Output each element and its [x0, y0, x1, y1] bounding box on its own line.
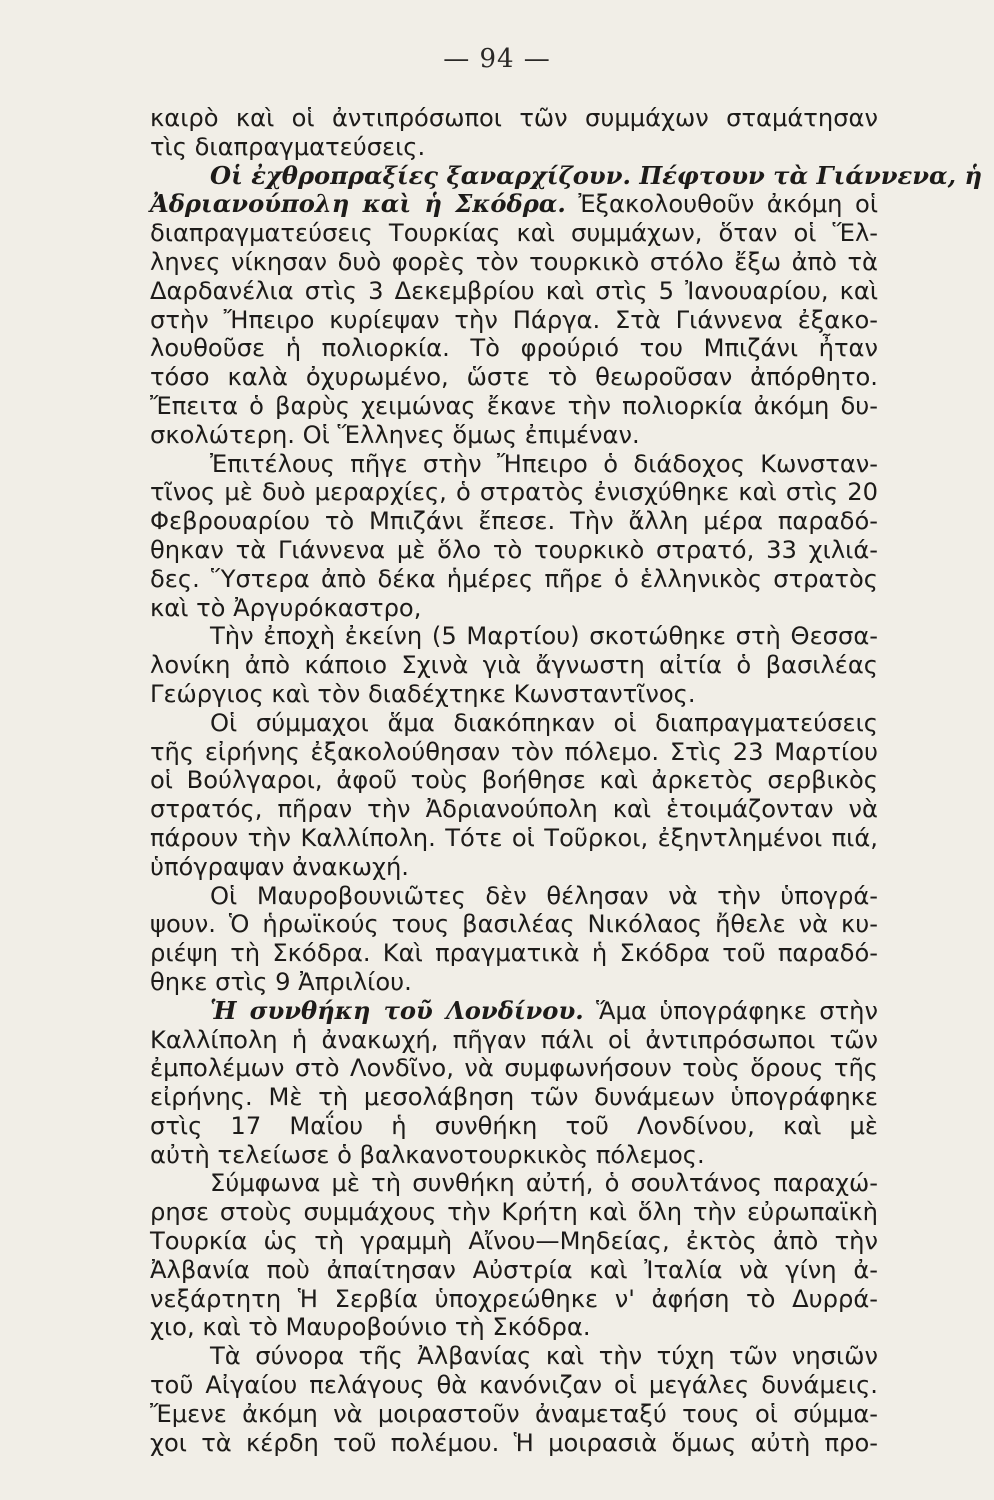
text-line: Τουρκία ὡς τὴ γραμμὴ Αἴνου—Μηδείας, ἐκτὸς ἀπὸ τὴν: [150, 1227, 878, 1256]
text-line: Οἱ Μαυροβουνιῶτες δὲν θέλησαν νὰ τὴν ὑπογρά-: [210, 881, 878, 910]
text-line: Γεώργιος καὶ τὸν διαδέχτηκε Κωνσταντῖνος.: [150, 679, 696, 708]
text-line: νεξάρτητη Ἡ Σερβία ὑποχρεώθηκε ν' ἀφήση τὸ Δυρρά-: [150, 1284, 878, 1313]
text-line: τῖνος μὲ δυὸ μεραρχίες, ὁ στρατὸς ἐνισχύθηκε καὶ στὶς 20: [150, 478, 878, 507]
text-line: χοι τὰ κέρδη τοῦ πολέμου. Ἡ μοιρασιὰ ὅμως αὐτὴ προ-: [150, 1428, 878, 1457]
text-line: ἐμπολέμων στὸ Λονδῖνο, νὰ συμφωνήσουν τοὺς ὅρους τῆς: [150, 1054, 878, 1083]
section-heading-line: Ἡ συνθήκη τοῦ Λονδίνου. Ἅμα ὑπογράφηκε στὴν: [210, 995, 879, 1025]
paragraph: [150, 1342, 878, 1457]
paragraph: [150, 622, 878, 708]
text-line: διαπραγματεύσεις Τουρκίας καὶ συμμάχων, ὅταν οἱ Ἕλ-: [150, 219, 878, 248]
text-line: Τὴν ἐποχὴ ἐκείνη (5 Μαρτίου) σκοτώθηκε στὴ Θεσσα-: [210, 622, 878, 651]
text-line: Τὰ σύνορα τῆς Ἀλβανίας καὶ τὴν τύχη τῶν νησιῶν: [210, 1342, 878, 1371]
text-line: Ἀλβανία ποὺ ἀπαίτησαν Αὐστρία καὶ Ἰταλία νὰ γίνη ἀ-: [150, 1255, 878, 1284]
text-line: καὶ τὸ Ἀργυρόκαστρο,: [150, 593, 422, 622]
paragraph: [150, 709, 878, 882]
text-line: δες. Ὕστερα ἀπὸ δέκα ἡμέρες πῆρε ὁ ἑλληνικὸς στρατὸς: [150, 564, 878, 593]
text-line: τόσο καλὰ ὀχυρωμένο, ὥστε τὸ θεωροῦσαν ἀπόρθητο.: [150, 363, 878, 392]
text-line: Ἔμενε ἀκόμη νὰ μοιραστοῦν ἀναμεταξύ τους οἱ σύμμα-: [150, 1399, 878, 1428]
text-line: πάρουν τὴν Καλλίπολη. Τότε οἱ Τοῦρκοι, ἐξηντλημένοι πιά,: [150, 823, 878, 852]
paragraph: [150, 450, 878, 623]
page-number: — 94 —: [443, 44, 551, 74]
text-line: στρατός, πῆραν τὴν Ἀδριανούπολη καὶ ἑτοιμάζονταν νὰ: [150, 795, 878, 824]
text-line: ληνες νίκησαν δυὸ φορὲς τὸν τουρκικὸ στόλο ἔξω ἀπὸ τὰ: [150, 247, 878, 276]
text-line: σκολώτερη. Οἱ Ἕλληνες ὅμως ἐπιμέναν.: [150, 420, 640, 449]
text-line: ψουν. Ὁ ἡρωϊκούς τους βασιλέας Νικόλαος ἤθελε νὰ κυ-: [150, 910, 878, 939]
text-line: λουθοῦσε ἡ πολιορκία. Τὸ φρούριό του Μπιζάνι ἦταν: [150, 334, 878, 363]
text-line: Καλλίπολη ἡ ἀνακωχή, πῆγαν πάλι οἱ ἀντιπρόσωποι τῶν: [150, 1025, 878, 1054]
paragraph: [150, 882, 878, 997]
text-line: Φεβρουαρίου τὸ Μπιζάνι ἔπεσε. Τὴν ἄλλη μέρα παραδό-: [150, 507, 878, 536]
text-line: ρησε στοὺς συμμάχους τὴν Κρήτη καὶ ὅλη τὴν εὐρωπαϊκὴ: [150, 1198, 878, 1227]
text-line: λονίκη ἀπὸ κάποιο Σχινὰ γιὰ ἄγνωστη αἰτία ὁ βασιλέας: [150, 651, 878, 680]
paragraph: [150, 1169, 878, 1342]
section-heading-line: [150, 160, 983, 191]
text-line: στὴν Ἤπειρο κυρίεψαν τὴν Πάργα. Στὰ Γιάννενα ἐξακο-: [150, 305, 878, 334]
text-line: Ἐπιτέλους πῆγε στὴν Ἤπειρο ὁ διάδοχος Κωνσταν-: [210, 449, 878, 478]
text-line: τῆς εἰρήνης ἐξακολούθησαν τὸν πόλεμο. Στὶς 23 Μαρτίου: [150, 737, 878, 766]
text-line: τὶς διαπραγματεύσεις.: [150, 132, 426, 161]
text-line: Δαρδανέλια στὶς 3 Δεκεμβρίου καὶ στὶς 5 Ἰανουαρίου, καὶ: [150, 276, 878, 305]
text-line: θηκε στὶς 9 Ἀπριλίου.: [150, 967, 412, 996]
text-line: αὐτὴ τελείωσε ὁ βαλκανοτουρκικὸς πόλεμος.: [150, 1140, 705, 1169]
text-line: οἱ Βούλγαροι, ἀφοῦ τοὺς βοήθησε καὶ ἀρκετὸς σερβικὸς: [150, 766, 878, 795]
text-line: χιο, καὶ τὸ Μαυροβούνιο τὴ Σκόδρα.: [150, 1313, 591, 1342]
text-line: Σύμφωνα μὲ τὴ συνθήκη αὐτή, ὁ σουλτάνος παραχώ-: [210, 1169, 878, 1198]
text-line: Ἔπειτα ὁ βαρὺς χειμώνας ἔκανε τὴν πολιορκία ἀκόμη δυ-: [150, 391, 878, 420]
text-line: τοῦ Αἰγαίου πελάγους θὰ κανόνιζαν οἱ μεγάλες δυνάμεις.: [150, 1371, 878, 1400]
text-line: θηκαν τὰ Γιάννενα μὲ ὅλο τὸ τουρκικὸ στρατό, 33 χιλιά-: [150, 535, 878, 564]
text-line: Οἱ σύμμαχοι ἅμα διακόπηκαν οἱ διαπραγματεύσεις: [210, 708, 878, 737]
section-heading: Ἀδριανούπολη καὶ ἡ Σκόδρα.: [150, 189, 566, 219]
body-text: [150, 104, 983, 1457]
paragraph: [150, 160, 983, 450]
text-line: στὶς 17 Μαΐου ἡ συνθήκη τοῦ Λονδίνου, καὶ μὲ: [150, 1111, 878, 1140]
text-line: καιρὸ καὶ οἱ ἀντιπρόσωποι τῶν συμμάχων σταμάτησαν: [150, 104, 878, 132]
text-line: ριέψη τὴ Σκόδρα. Καὶ πραγματικὰ ἡ Σκόδρα τοῦ παραδό-: [150, 939, 878, 968]
text-line: ὑπόγραψαν ἀνακωχή.: [150, 852, 409, 881]
section-heading: Ἡ συνθήκη τοῦ Λονδίνου.: [210, 995, 584, 1025]
text-line: Ἀδριανούπολη καὶ ἡ Σκόδρα. Ἐξακολουθοῦν ἀκόμη οἱ: [150, 189, 879, 219]
section-heading: Οἱ ἐχθροπραξίες ξαναρχίζουν. Πέφτουν τὰ Γιάννενα, ἡ: [210, 160, 983, 190]
paragraph: [150, 997, 878, 1170]
paragraph: [150, 104, 878, 162]
text-line: εἰρήνης. Μὲ τὴ μεσολάβηση τῶν δυνάμεων ὑπογράφηκε: [150, 1083, 878, 1112]
